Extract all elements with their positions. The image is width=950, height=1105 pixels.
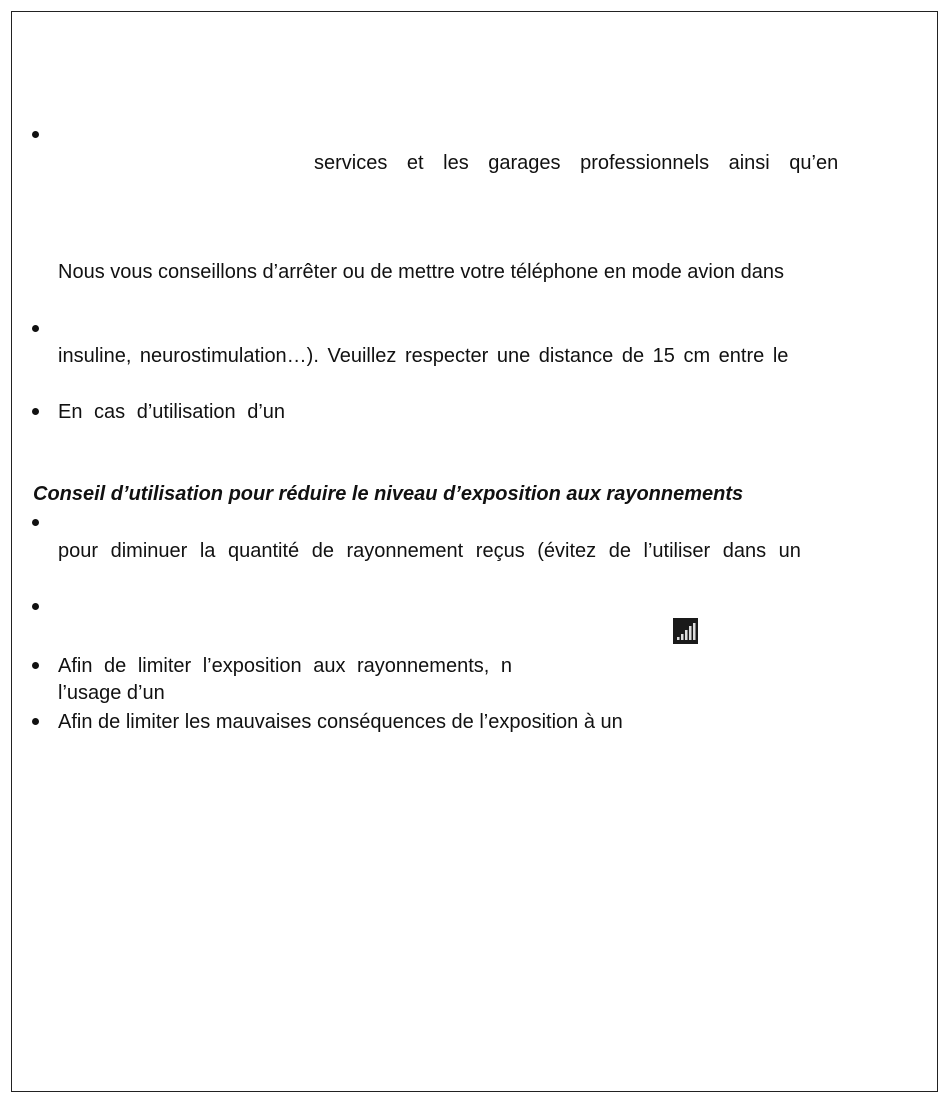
bullet-marker <box>32 325 42 335</box>
bullet-marker <box>32 408 42 418</box>
bullet-marker <box>32 662 42 672</box>
section-heading: Conseil d’utilisation pour réduire le niveau d’exposition aux rayonnements <box>33 483 744 505</box>
text-line: services et les garages professionnels ainsi qu’en <box>314 152 839 174</box>
text-line: insuline, neurostimulation…). Veuillez respecter une distance de 15 cm entre le <box>58 345 789 367</box>
text-line: Afin de limiter les mauvaises conséquences de l’exposition à un <box>58 711 623 733</box>
bullet-marker <box>32 718 42 728</box>
text-line: Afin de limiter l’exposition aux rayonnements, n <box>58 655 512 677</box>
signal-strength-icon <box>673 618 698 644</box>
text-line: En cas d’utilisation d’un <box>58 401 286 423</box>
text-line: l’usage d’un <box>58 682 165 704</box>
text-line: pour diminuer la quantité de rayonnement reçus (évitez de l’utiliser dans un <box>58 540 801 562</box>
bullet-marker <box>32 519 42 529</box>
text-line: Nous vous conseillons d’arrêter ou de mettre votre téléphone en mode avion dans <box>58 261 784 283</box>
bullet-marker <box>32 603 42 613</box>
bullet-marker <box>32 131 42 141</box>
